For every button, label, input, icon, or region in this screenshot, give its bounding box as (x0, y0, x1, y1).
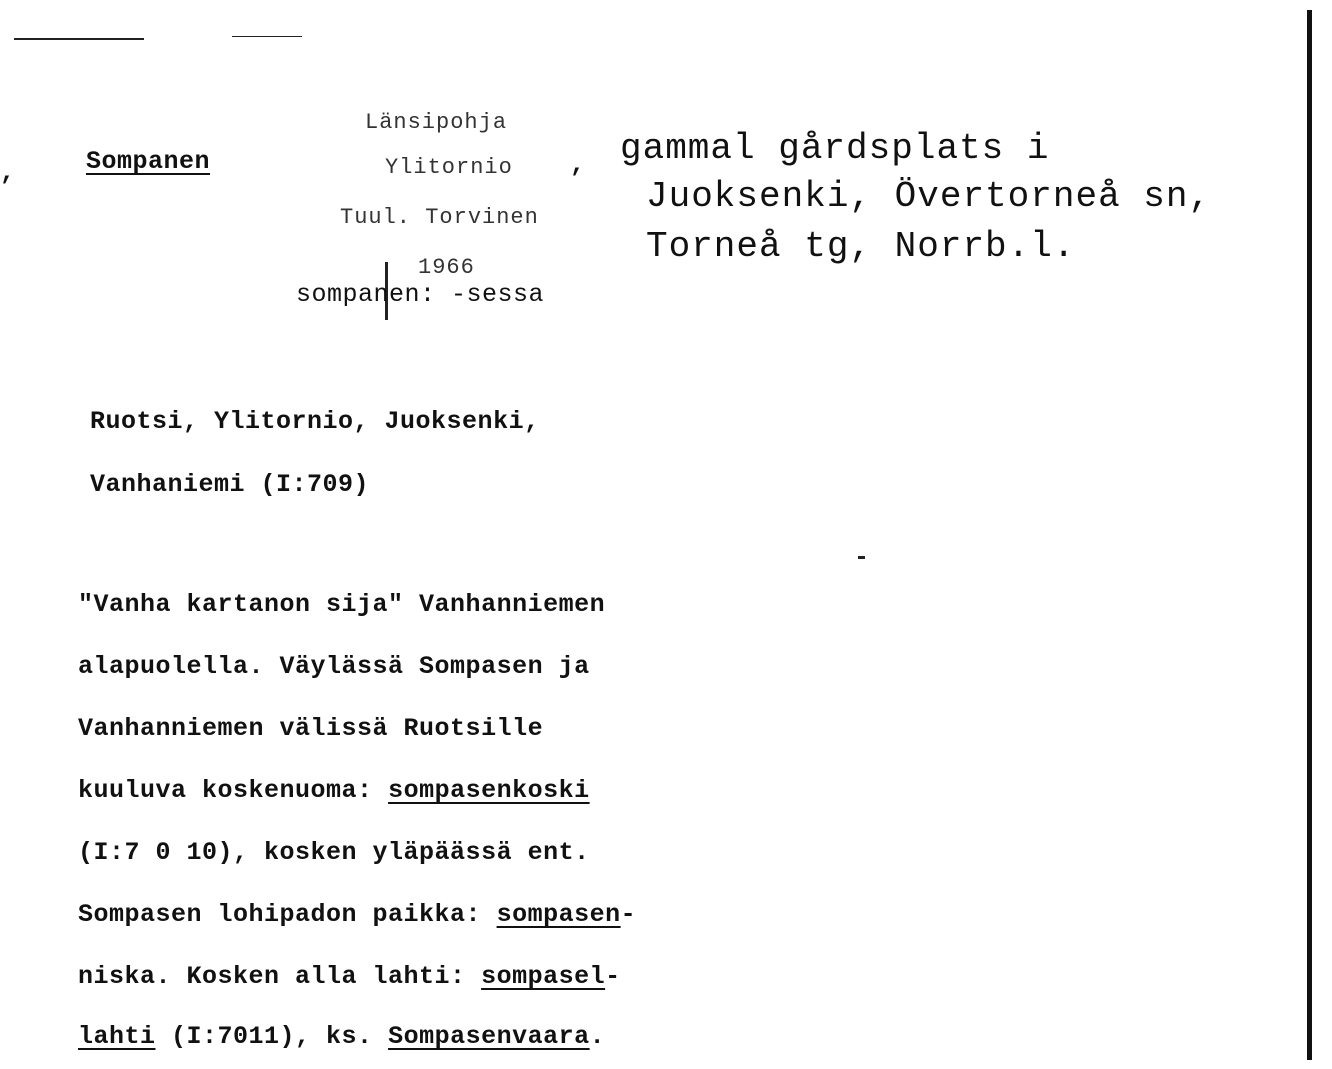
placename-sompasellahti-part1: sompasel (481, 962, 606, 991)
placename-sompasenniska-part1: sompasen (496, 900, 621, 929)
description-line-2: alapuolella. Väylässä Sompasen ja (78, 652, 590, 681)
description-line-6-text: Sompasen lohipadon paikka: (78, 900, 497, 929)
placename-sompasellahti-part2: lahti (78, 1022, 156, 1051)
swedish-line-3: Torneå tg, Norrb.l. (646, 226, 1076, 267)
description-line-7 (78, 962, 621, 991)
top-rule-left (14, 38, 144, 40)
description-line-8-text: (I:7011), ks. (155, 1022, 389, 1051)
hyphen: - (620, 900, 637, 929)
margin-mark: , (0, 158, 16, 187)
collector-stamp: Tuul. Torvinen (340, 205, 539, 230)
year-stamp: 1966 (418, 255, 475, 280)
description-line-4 (78, 776, 590, 805)
description-line-8 (78, 1022, 605, 1051)
swedish-line-1: gammal gårdsplats i (620, 128, 1050, 169)
description-line-3: Vanhanniemen välissä Ruotsille (78, 714, 544, 743)
hyphen: - (605, 962, 621, 991)
location-line-2: Vanhaniemi (I:709) (90, 470, 370, 499)
placename-sompasenkoski: sompasenkoski (388, 776, 590, 805)
description-line-4-text: kuuluva koskenuoma: (78, 776, 389, 805)
location-line-1: Ruotsi, Ylitornio, Juoksenki, (90, 407, 540, 436)
period: . (589, 1022, 606, 1051)
cross-reference-sompasenvaara[interactable]: Sompasenvaara (388, 1022, 590, 1051)
description-line-6 (78, 900, 636, 929)
headword: Sompanen (86, 147, 211, 176)
description-line-7-text: niska. Kosken alla lahti: (78, 962, 482, 991)
parish-comma: , (570, 150, 586, 179)
top-rule-mid (232, 36, 302, 37)
card-right-edge (1307, 10, 1312, 1060)
inflection: sompanen: -sessa (296, 280, 545, 309)
description-line-1: "Vanha kartanon sija" Vanhanniemen (78, 590, 606, 619)
description-line-5: (I:7 0 10), kosken yläpäässä ent. (78, 838, 590, 867)
swedish-line-2: Juoksenki, Övertorneå sn, (646, 176, 1212, 217)
region-stamp: Länsipohja (365, 110, 508, 135)
parish-stamp: Ylitornio (385, 155, 513, 180)
speck-mark (858, 556, 865, 559)
